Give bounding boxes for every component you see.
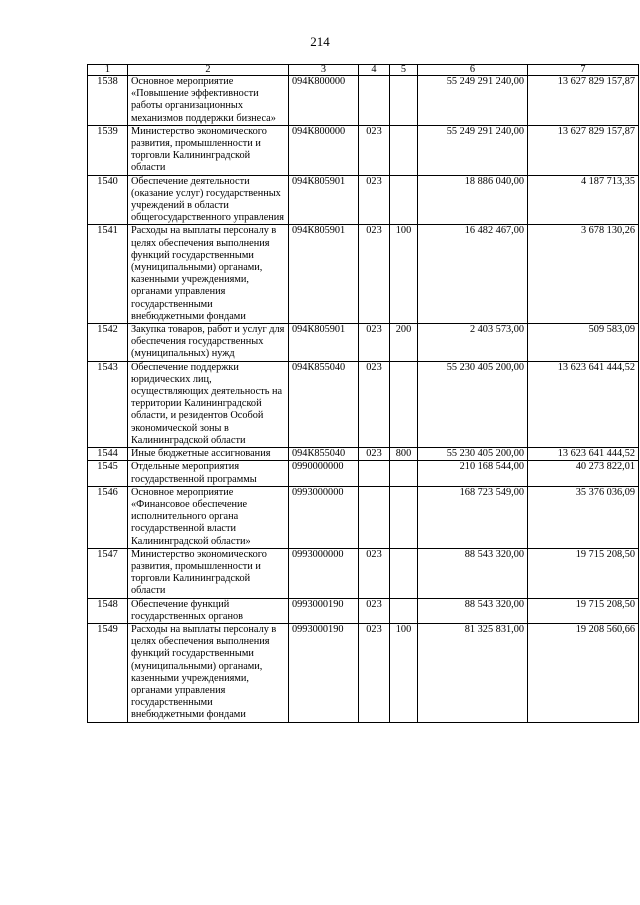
row-expense-type <box>390 461 418 486</box>
row-plan-amount: 210 168 544,00 <box>418 461 528 486</box>
column-header: 1 <box>88 65 128 76</box>
row-number: 1540 <box>88 175 128 225</box>
row-number: 1538 <box>88 76 128 126</box>
row-number: 1541 <box>88 225 128 324</box>
row-actual-amount: 13 623 641 444,52 <box>528 361 639 447</box>
row-actual-amount: 35 376 036,09 <box>528 486 639 548</box>
table-row <box>88 125 639 175</box>
row-admin-code: 023 <box>359 598 390 623</box>
row-expense-type: 200 <box>390 324 418 362</box>
row-target-code: 094К805901 <box>289 175 359 225</box>
row-number: 1545 <box>88 461 128 486</box>
table-row <box>88 361 639 447</box>
row-number: 1544 <box>88 448 128 461</box>
table-header-row <box>88 65 639 76</box>
row-target-code: 094К805901 <box>289 225 359 324</box>
row-number: 1543 <box>88 361 128 447</box>
row-actual-amount: 13 623 641 444,52 <box>528 448 639 461</box>
row-admin-code <box>359 486 390 548</box>
page-number: 214 <box>310 34 330 49</box>
row-number: 1542 <box>88 324 128 362</box>
row-admin-code: 023 <box>359 125 390 175</box>
row-number: 1546 <box>88 486 128 548</box>
row-admin-code: 023 <box>359 361 390 447</box>
row-expense-type <box>390 76 418 126</box>
row-name: Отдельные мероприятия государственной программы <box>128 461 289 486</box>
row-name: Обеспечение деятельности (оказание услуг) государственных учреждений в области общегосударственного управления <box>128 175 289 225</box>
row-number: 1549 <box>88 623 128 722</box>
row-actual-amount: 19 208 560,66 <box>528 623 639 722</box>
row-expense-type <box>390 598 418 623</box>
table-row <box>88 324 639 362</box>
row-expense-type <box>390 175 418 225</box>
table-row <box>88 461 639 486</box>
row-name: Обеспечение поддержки юридических лиц, осуществляющих деятельность на территории Калининградской области, и резидентов Особой экономической зоны в Калининградской области <box>128 361 289 447</box>
row-plan-amount: 16 482 467,00 <box>418 225 528 324</box>
table-row <box>88 623 639 722</box>
row-expense-type: 100 <box>390 225 418 324</box>
row-admin-code: 023 <box>359 225 390 324</box>
row-expense-type <box>390 548 418 598</box>
row-plan-amount: 88 543 320,00 <box>418 548 528 598</box>
row-name: Иные бюджетные ассигнования <box>128 448 289 461</box>
row-plan-amount: 168 723 549,00 <box>418 486 528 548</box>
row-expense-type <box>390 361 418 447</box>
row-admin-code: 023 <box>359 324 390 362</box>
row-admin-code: 023 <box>359 623 390 722</box>
row-expense-type <box>390 125 418 175</box>
row-expense-type: 100 <box>390 623 418 722</box>
row-admin-code: 023 <box>359 448 390 461</box>
column-header: 6 <box>418 65 528 76</box>
row-actual-amount: 19 715 208,50 <box>528 598 639 623</box>
row-expense-type <box>390 486 418 548</box>
row-target-code: 0990000000 <box>289 461 359 486</box>
row-target-code: 0993000000 <box>289 548 359 598</box>
row-target-code: 0993000190 <box>289 623 359 722</box>
row-target-code: 094К805901 <box>289 324 359 362</box>
row-actual-amount: 13 627 829 157,87 <box>528 125 639 175</box>
row-actual-amount: 13 627 829 157,87 <box>528 76 639 126</box>
column-header: 5 <box>390 65 418 76</box>
row-name: Закупка товаров, работ и услуг для обеспечения государственных (муниципальных) нужд <box>128 324 289 362</box>
row-actual-amount: 509 583,09 <box>528 324 639 362</box>
table-row <box>88 175 639 225</box>
row-number: 1547 <box>88 548 128 598</box>
row-actual-amount: 4 187 713,35 <box>528 175 639 225</box>
budget-table <box>87 64 639 723</box>
row-name: Основное мероприятие «Финансовое обеспечение исполнительного органа государственной власти Калининградской области» <box>128 486 289 548</box>
row-actual-amount: 3 678 130,26 <box>528 225 639 324</box>
row-target-code: 094К855040 <box>289 448 359 461</box>
row-plan-amount: 55 230 405 200,00 <box>418 448 528 461</box>
row-number: 1539 <box>88 125 128 175</box>
column-header: 4 <box>359 65 390 76</box>
row-actual-amount: 19 715 208,50 <box>528 548 639 598</box>
row-expense-type: 800 <box>390 448 418 461</box>
table-row <box>88 486 639 548</box>
row-name: Министерство экономического развития, промышленности и торговли Калининградской области <box>128 548 289 598</box>
row-name: Министерство экономического развития, промышленности и торговли Калининградской области <box>128 125 289 175</box>
row-target-code: 094К800000 <box>289 76 359 126</box>
row-target-code: 094К855040 <box>289 361 359 447</box>
row-name: Обеспечение функций государственных органов <box>128 598 289 623</box>
table-row <box>88 225 639 324</box>
row-admin-code: 023 <box>359 548 390 598</box>
row-admin-code <box>359 76 390 126</box>
row-target-code: 0993000190 <box>289 598 359 623</box>
row-plan-amount: 2 403 573,00 <box>418 324 528 362</box>
table-row <box>88 448 639 461</box>
row-actual-amount: 40 273 822,01 <box>528 461 639 486</box>
row-plan-amount: 55 230 405 200,00 <box>418 361 528 447</box>
row-number: 1548 <box>88 598 128 623</box>
row-name: Расходы на выплаты персоналу в целях обеспечения выполнения функций государственными (муниципальными) органами, казенными учреждениями, органами управления государственными внебюджетными фондами <box>128 623 289 722</box>
row-plan-amount: 55 249 291 240,00 <box>418 125 528 175</box>
table-row <box>88 548 639 598</box>
row-admin-code <box>359 461 390 486</box>
row-target-code: 0993000000 <box>289 486 359 548</box>
row-name: Расходы на выплаты персоналу в целях обеспечения выполнения функций государственными (муниципальными) органами, казенными учреждениями, органами управления государственными внебюджетными фондами <box>128 225 289 324</box>
column-header: 2 <box>128 65 289 76</box>
row-plan-amount: 88 543 320,00 <box>418 598 528 623</box>
row-admin-code: 023 <box>359 175 390 225</box>
column-header: 7 <box>528 65 639 76</box>
row-plan-amount: 18 886 040,00 <box>418 175 528 225</box>
row-plan-amount: 55 249 291 240,00 <box>418 76 528 126</box>
row-name: Основное мероприятие «Повышение эффективности работы организационных механизмов поддержки бизнеса» <box>128 76 289 126</box>
table-row <box>88 76 639 126</box>
row-target-code: 094К800000 <box>289 125 359 175</box>
row-plan-amount: 81 325 831,00 <box>418 623 528 722</box>
column-header: 3 <box>289 65 359 76</box>
table-row <box>88 598 639 623</box>
